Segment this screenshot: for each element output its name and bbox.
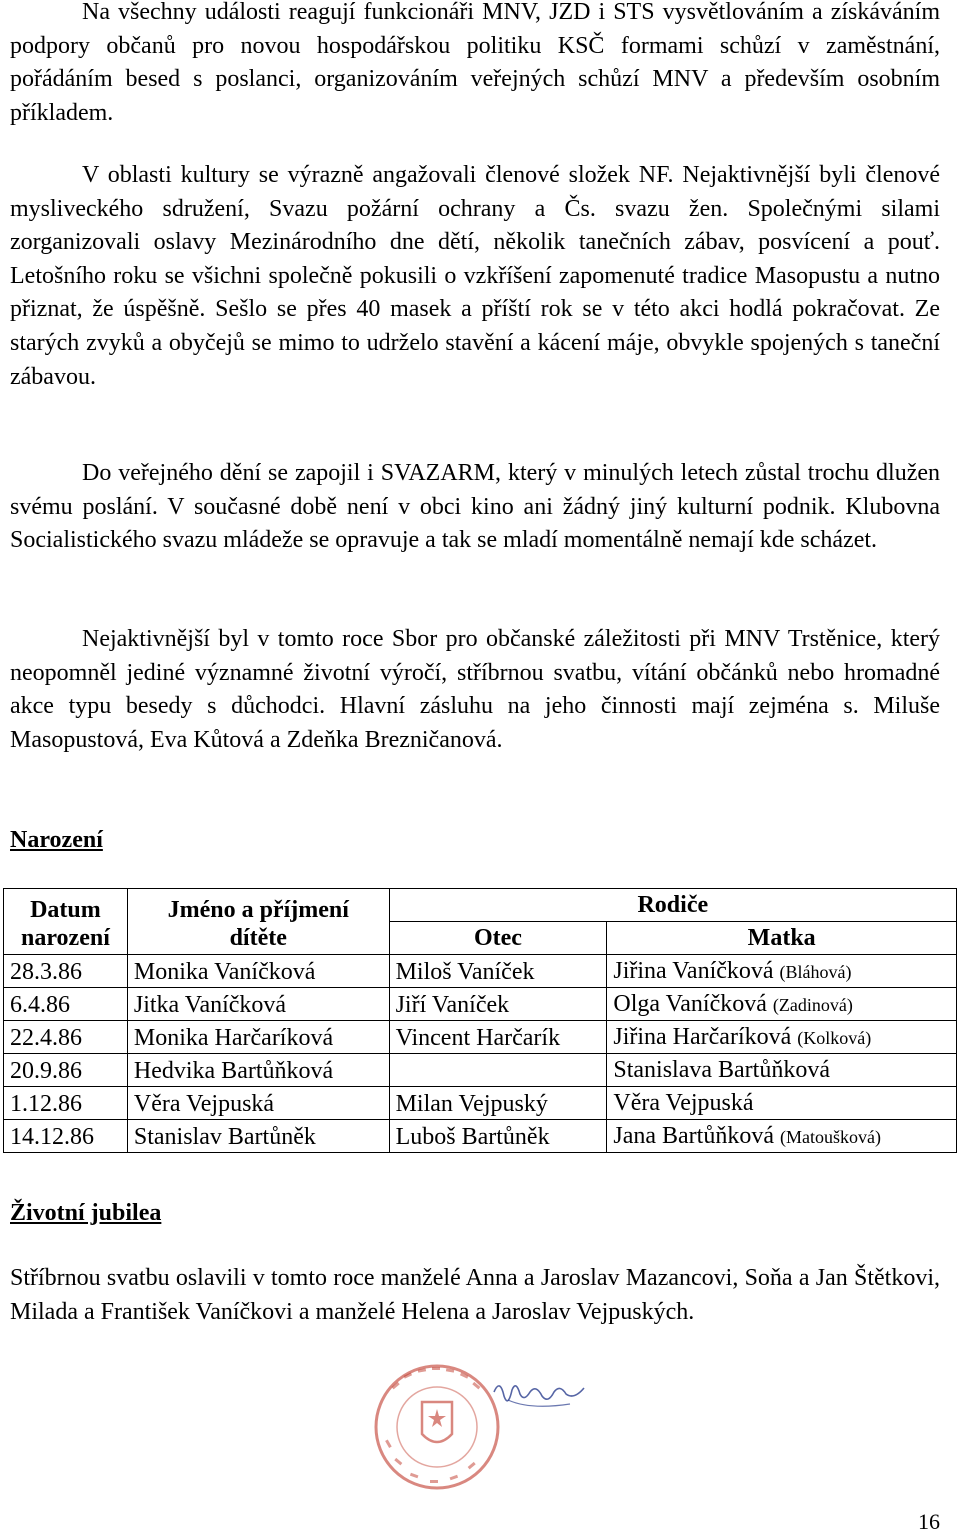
paragraph-jubilee: Stříbrnou svatbu oslavili v tomto roce manželé Anna a Jaroslav Mazancovi, Soňa a Jan Štětkovi, Milada a František Vaníčkovi a manželé Helena a Jaroslav Vejpuských. bbox=[10, 1265, 940, 1325]
table-row bbox=[4, 955, 957, 988]
birth-date: 20.9.86 bbox=[4, 1054, 128, 1087]
header-parents: Rodiče bbox=[389, 889, 956, 922]
child-name: Stanislav Bartůněk bbox=[127, 1120, 389, 1153]
child-name: Monika Vaníčková bbox=[127, 955, 389, 988]
mother-name: Stanislava Bartůňková bbox=[607, 1054, 957, 1087]
header-date: Datum narození bbox=[4, 889, 128, 955]
page-number: 16 bbox=[918, 1509, 940, 1534]
table-row bbox=[4, 1120, 957, 1153]
state-emblem-icon bbox=[422, 1402, 452, 1442]
father-name: Miloš Vaníček bbox=[389, 955, 607, 988]
father-name: Jiří Vaníček bbox=[389, 988, 607, 1021]
child-name: Monika Harčaríková bbox=[127, 1021, 389, 1054]
paragraph-svazarm: Do veřejného dění se zapojil i SVAZARM, který v minulých letech zůstal trochu dlužen svému poslání. V současné době není v obci kino ani žádný jiný kulturní podnik. Klubovna Socialistického svazu mládeže se opravuje a tak se mladí momentálně nemají kde scházet. bbox=[10, 460, 940, 554]
signature bbox=[490, 1370, 590, 1420]
birth-date: 22.4.86 bbox=[4, 1021, 128, 1054]
birth-date: 1.12.86 bbox=[4, 1087, 128, 1120]
mother-name: Jiřina Vaníčková (Bláhová) bbox=[607, 955, 957, 988]
maiden-name: (Matoušková) bbox=[779, 1127, 881, 1147]
father-name: Milan Vejpuský bbox=[389, 1087, 607, 1120]
paragraph-spoz: Nejaktivnější byl v tomto roce Sbor pro občanské záležitosti při MNV Trstěnice, který neopomněl jediné významné životní výročí, stříbrnou svatbu, vítání občánků nebo hromadné akce typu besedy s důchodci. Hlavní zásluhu na jeho činnosti mají zejména s. Miluše Masopustová, Eva Kůtová a Zdeňka Brezničanová. bbox=[10, 626, 940, 753]
header-child-name: Jméno a příjmení dítěte bbox=[127, 889, 389, 955]
jubilee-heading: Životní jubilea bbox=[10, 1200, 162, 1226]
table-row bbox=[4, 1021, 957, 1054]
table-row bbox=[4, 988, 957, 1021]
child-name: Hedvika Bartůňková bbox=[127, 1054, 389, 1087]
births-table bbox=[3, 888, 957, 1153]
table-header-row bbox=[4, 889, 957, 922]
mother-name: Jiřina Harčaríková (Kolková) bbox=[607, 1021, 957, 1054]
births-heading: Narození bbox=[10, 827, 103, 853]
mother-name: Věra Vejpuská bbox=[607, 1087, 957, 1120]
child-name: Jitka Vaníčková bbox=[127, 988, 389, 1021]
header-mother: Matka bbox=[607, 922, 957, 955]
maiden-name: (Bláhová) bbox=[779, 962, 852, 982]
maiden-name: (Kolková) bbox=[797, 1028, 872, 1048]
father-name: Luboš Bartůněk bbox=[389, 1120, 607, 1153]
birth-date: 28.3.86 bbox=[4, 955, 128, 988]
birth-date: 14.12.86 bbox=[4, 1120, 128, 1153]
official-stamp bbox=[372, 1362, 502, 1492]
maiden-name: (Zadinová) bbox=[772, 995, 853, 1015]
father-name bbox=[389, 1054, 607, 1087]
paragraph-culture: V oblasti kultury se výrazně angažovali členové složek NF. Nejaktivnější byli členové mysliveckého sdružení, Svazu požární ochrany a Čs. svazu žen. Společnými silami zorganizovali oslavy Mezinárodního dne dětí, několik tanečních zábav, posvícení a pouť. Letošního roku se všichni společně pokusili o vzkříšení zapomenuté tradice Masopustu a nutno přiznat, že úspěšně. Sešlo se přes 40 masek a příští rok se v této akci hodlá pokračovat. Ze starých zvyků a obyčejů se mimo to udrželo stavění a kácení máje, obvykle spojených s taneční zábavou. bbox=[10, 162, 940, 390]
header-father: Otec bbox=[389, 922, 607, 955]
child-name: Věra Vejpuská bbox=[127, 1087, 389, 1120]
mother-name: Jana Bartůňková (Matoušková) bbox=[607, 1120, 957, 1153]
birth-date: 6.4.86 bbox=[4, 988, 128, 1021]
table-row bbox=[4, 1054, 957, 1087]
mother-name: Olga Vaníčková (Zadinová) bbox=[607, 988, 957, 1021]
paragraph-mnv: Na všechny události reagují funkcionáři MNV, JZD i STS vysvětlováním a získáváním podpory občanů pro novou hospodářskou politiku KSČ formami schůzí v zaměstnání, pořádáním besed s poslanci, organizováním veřejných schůzí MNV a především osobním příkladem. bbox=[10, 0, 940, 126]
table-row bbox=[4, 1087, 957, 1120]
father-name: Vincent Harčarík bbox=[389, 1021, 607, 1054]
